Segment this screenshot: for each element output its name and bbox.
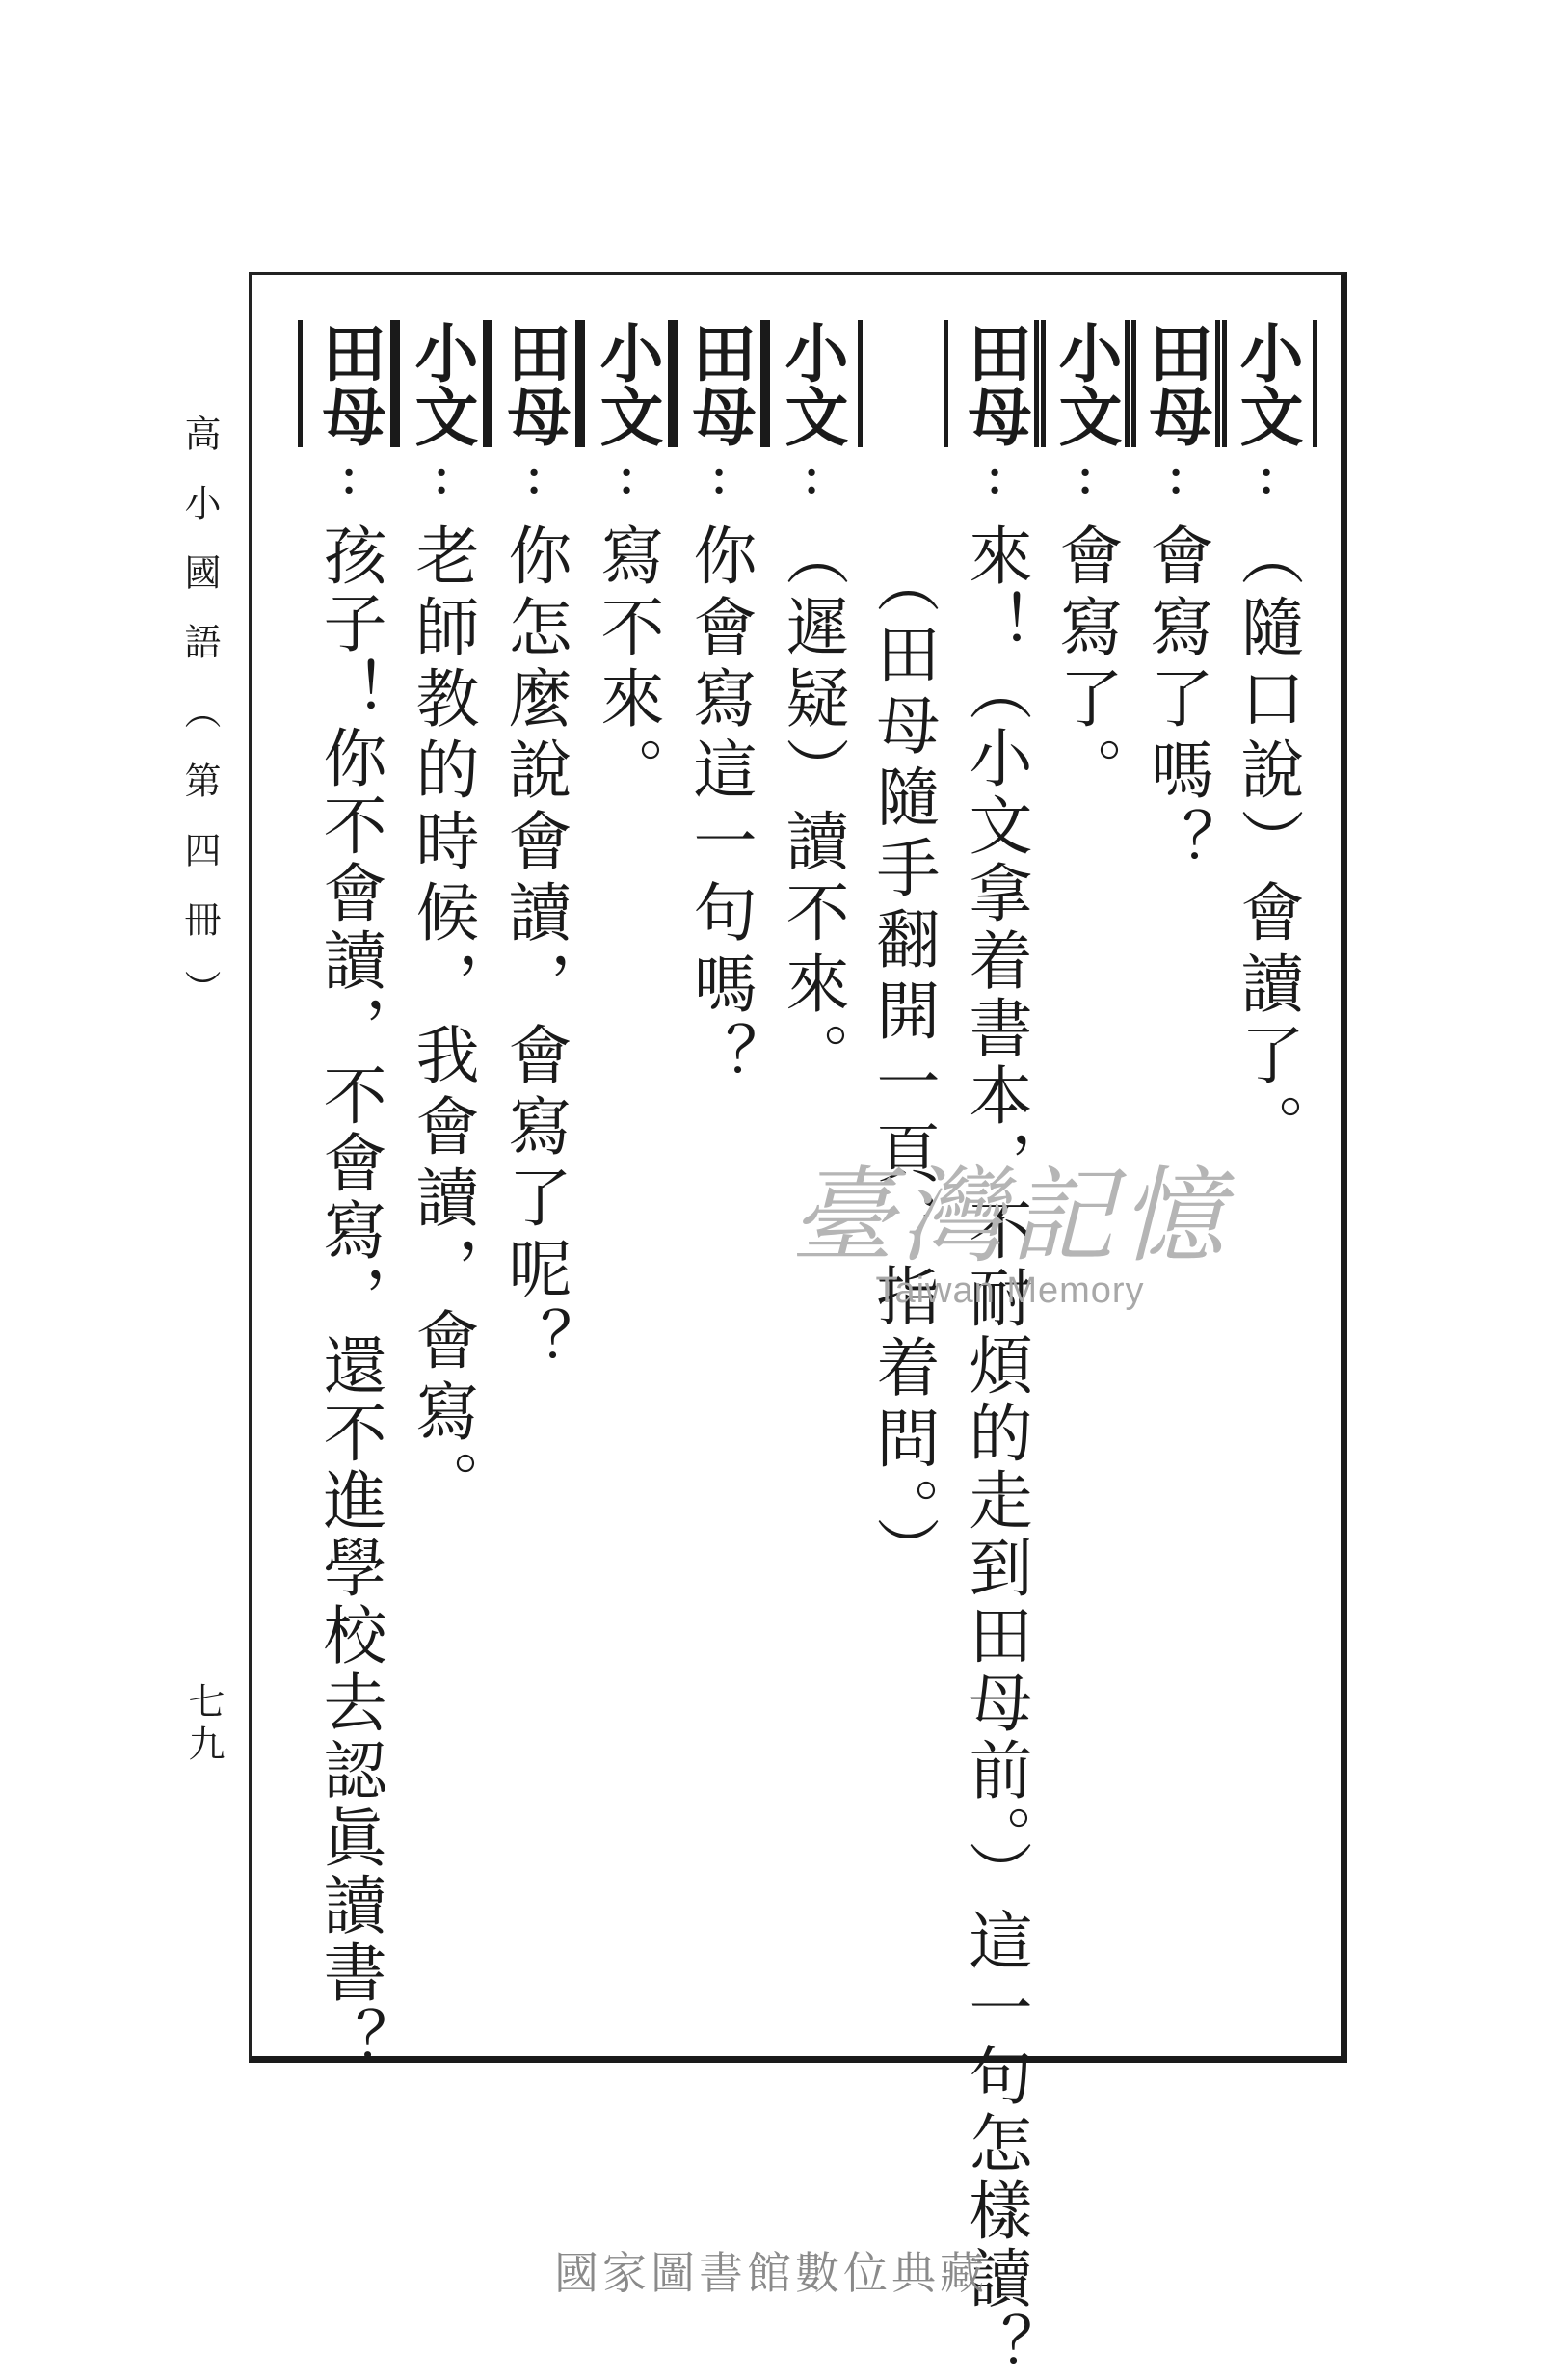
dialogue-column-1	[1222, 320, 1311, 1164]
colon: :	[339, 443, 359, 506]
colon: :	[802, 443, 821, 506]
speaker-label: 田母	[1125, 320, 1227, 447]
stage-direction: （田母隨手翻開一頁，指着問。）	[865, 549, 940, 1588]
dialogue-line: 寫不來。	[590, 522, 664, 808]
dialogue-column-2	[1131, 320, 1220, 879]
speaker-label: 田母	[483, 320, 585, 447]
colon: :	[1257, 443, 1276, 506]
colon: :	[709, 443, 729, 506]
dialogue-line: 會寫了。	[1049, 522, 1123, 808]
dialogue-column-5	[767, 320, 856, 1093]
dialogue-column-4	[950, 320, 1039, 2380]
watermark-english: Taiwan Memory	[875, 1270, 1145, 1311]
dialogue-column-6	[675, 320, 763, 1093]
dialogue-line: （遲疑）讀不來。	[775, 522, 849, 1093]
dialogue-column-7	[582, 320, 671, 808]
speaker-label: 小文	[760, 320, 863, 447]
dialogue-line: 你怎麼說會讀，會寫了呢？	[497, 522, 572, 1378]
page-number: 七九	[182, 1682, 225, 1767]
dialogue-column-3	[1041, 320, 1130, 808]
dialogue-column-9	[397, 320, 486, 1521]
dialogue-line: 你會寫這一句嗎？	[682, 522, 757, 1093]
speaker-label: 小文	[575, 320, 678, 447]
dialogue-column-8	[490, 320, 578, 1378]
colon: :	[617, 443, 636, 506]
dialogue-line: 老師教的時候，我會讀，會寫。	[405, 522, 479, 1521]
colon: :	[1166, 443, 1185, 506]
footer-credit: 國家圖書館數位典藏	[554, 2247, 988, 2299]
speaker-label: 小文	[1034, 320, 1136, 447]
colon: :	[985, 443, 1004, 506]
dialogue-line: （隨口說）會讀了。	[1230, 522, 1304, 1164]
watermark-chinese: 臺灣記憶	[790, 1157, 1231, 1277]
colon: :	[432, 443, 451, 506]
colon: :	[524, 443, 544, 506]
dialogue-column-4-continued	[858, 540, 946, 1588]
speaker-label: 小文	[1215, 320, 1317, 447]
dialogue-column-10	[305, 320, 393, 2074]
dialogue-line: 來！（小文拿着書本，不耐煩的走到田母前。）這一句怎樣讀？	[958, 522, 1032, 2380]
dialogue-line: 會寫了嗎？	[1139, 522, 1213, 879]
dialogue-line: 孩子！你不會讀，不會寫，還不進學校去認眞讀書？	[312, 522, 386, 2074]
watermark	[790, 1133, 1230, 1312]
speaker-label: 小文	[390, 320, 492, 447]
colon: :	[1076, 443, 1095, 506]
speaker-label: 田母	[668, 320, 770, 447]
speaker-label: 田母	[298, 320, 400, 447]
running-header: 高小國語（第四冊）	[178, 414, 221, 1039]
speaker-label: 田母	[944, 320, 1046, 447]
